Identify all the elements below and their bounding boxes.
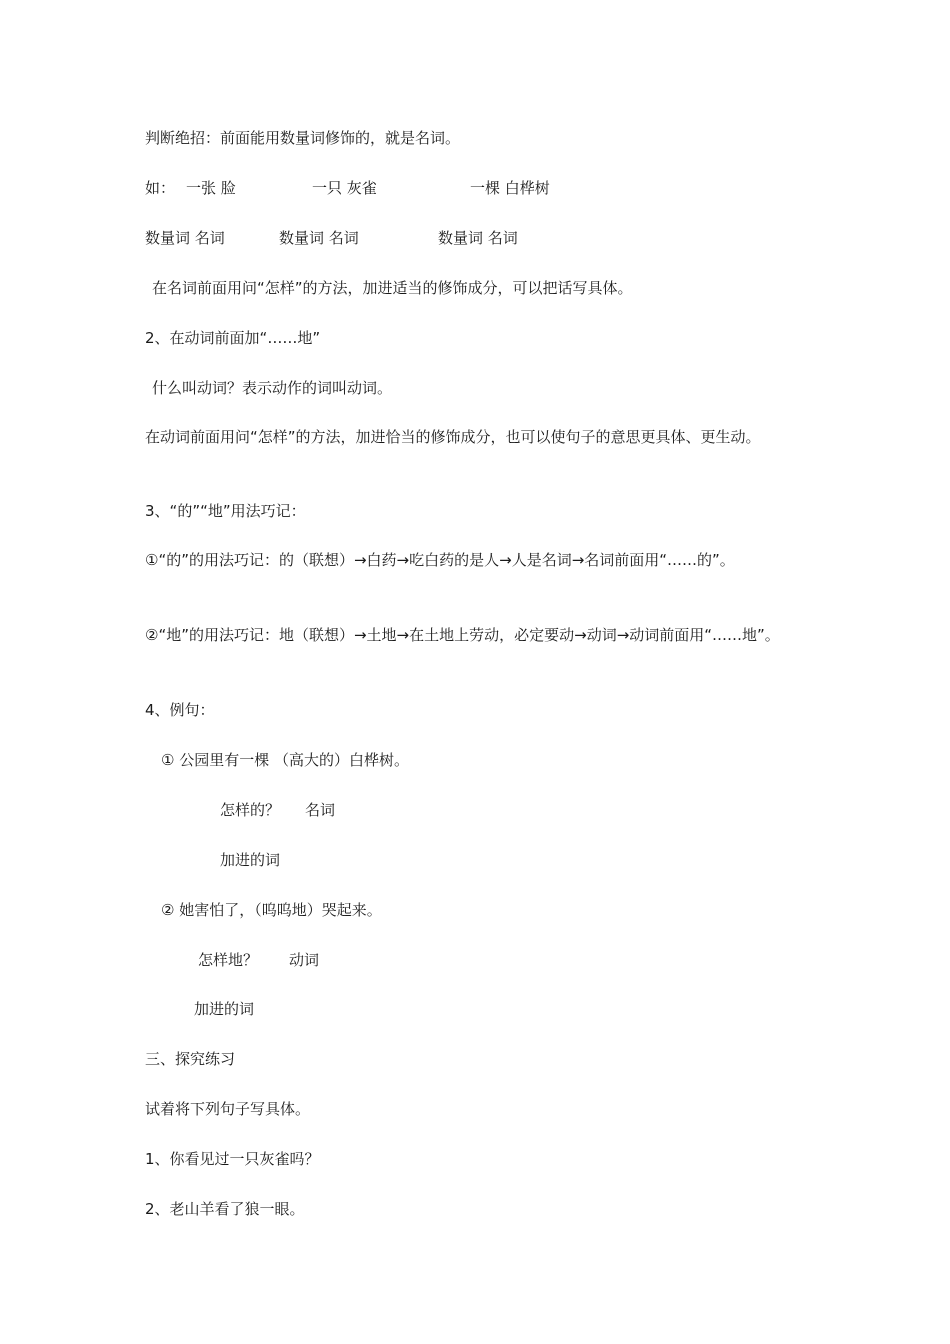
example-2-question: 怎样地？: [198, 951, 259, 969]
example-2-note: 加进的词: [194, 1000, 255, 1018]
noun-method-text: 在名词前面用问“怎样”的方法，加进适当的修饰成分，可以把话写具体。: [152, 279, 633, 297]
example-1-question: 怎样的？: [220, 801, 281, 819]
verb-definition: 什么叫动词？表示动作的词叫动词。: [152, 379, 393, 397]
di-usage-tip: ②“地”的用法巧记：地（联想）→土地→在土地上劳动，必定要动→动词→动词前面用“……地”。: [145, 626, 780, 644]
example-lead: 如：: [145, 179, 176, 197]
de-usage-tip: ①“的”的用法巧记：的（联想）→白药→吃白药的是人→人是名词→名词前面用“……的”。: [145, 551, 735, 569]
label-2: 数量词 名词: [279, 229, 359, 247]
example-sentence-1: ① 公园里有一棵 （高大的）白桦树。: [161, 751, 409, 769]
exercise-2: 2、老山羊看了狼一眼。: [145, 1200, 305, 1218]
heading-4: 4、例句：: [145, 701, 215, 719]
section-heading-3: 三、探究练习: [145, 1050, 236, 1068]
example-1: 一张 脸: [186, 179, 236, 197]
heading-3: 3、“的”“地”用法巧记：: [145, 502, 306, 520]
exercise-1: 1、你看见过一只灰雀吗？: [145, 1150, 320, 1168]
example-2-word-type: 动词: [289, 951, 320, 969]
rule-text: 判断绝招：前面能用数量词修饰的，就是名词。: [145, 129, 461, 147]
example-1-note: 加进的词: [220, 851, 281, 869]
heading-2: 2、在动词前面加“……地”: [145, 329, 321, 347]
label-1: 数量词 名词: [145, 229, 225, 247]
verb-method-text: 在动词前面用问“怎样”的方法，加进恰当的修饰成分，也可以使句子的意思更具体、更生动。: [145, 428, 761, 446]
example-3: 一棵 白桦树: [470, 179, 550, 197]
example-2: 一只 灰雀: [312, 179, 377, 197]
example-sentence-2: ② 她害怕了，（呜呜地）哭起来。: [161, 901, 382, 919]
label-3: 数量词 名词: [438, 229, 518, 247]
exercise-instruction: 试着将下列句子写具体。: [145, 1100, 311, 1118]
example-1-word-type: 名词: [305, 801, 336, 819]
